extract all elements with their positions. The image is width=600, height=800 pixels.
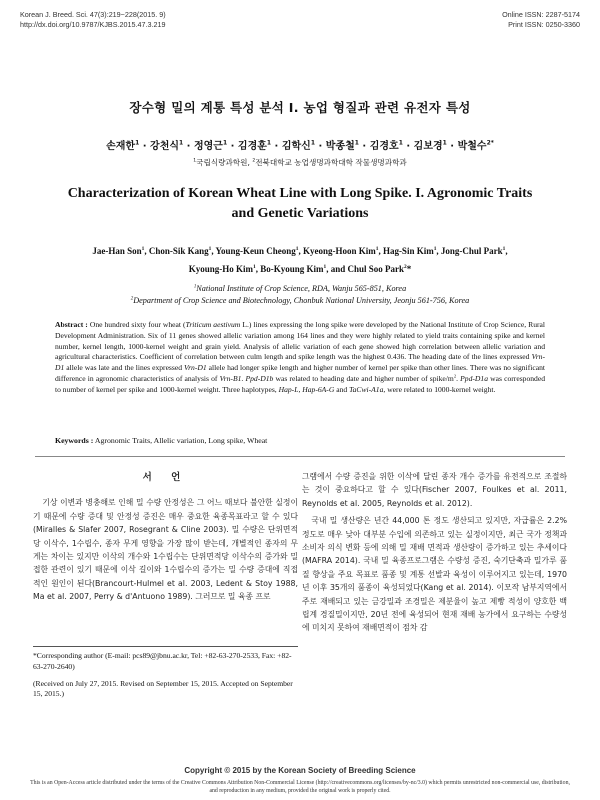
author-name: 박철수 — [457, 141, 487, 152]
author-affil-mark: 1 — [295, 246, 299, 252]
author-name: 손재한 — [106, 141, 136, 152]
issn-info — [502, 10, 580, 31]
author-name: Hag-Sin Kim — [382, 246, 434, 256]
author-affil-mark: 1 — [179, 139, 184, 147]
body-paragraph: 국내 밀 생산량은 년간 44,000 톤 정도 생산되고 있지만, 자급률은 2.2% 정도로 매우 낮아 대부분 수입에 의존하고 있는 실정이지만, 최근 국가 정책과 소비자 의식 변화 등에 의해 밀 재배 면적과 생산량이 증가하고 있는 추세이다(MAFRA 2014). 국내 밀 육종프로그램은 수량성 증진, 숙기단축과 밀가루 품질 향상을 주요 목표로 품종 및 계통 선발과 육성이 이루어지고 있는데, 1970년 이후 35개의 품종이 육성되었다(Kang et al. 2014). 이모작 남부지역에서 주로 재배되고 있는 금강밀과 조경밀은 제분율이 높고 제빵 적성이 양호한 백립계 경질밀이지만, 20년 전에 육성되어 현재 재배 농가에서 요구하는 수량성에 미치지 못하여 재배면적이 점차 감 — [302, 516, 567, 633]
author-name: Young-Keun Cheong — [215, 246, 296, 256]
english-title-line2: and Genetic Variations — [231, 205, 369, 221]
english-authors — [40, 242, 560, 279]
author-name: 강천식 — [150, 141, 180, 152]
author-affil-mark: 1 — [375, 246, 379, 252]
author-name: 정영근 — [193, 141, 223, 152]
author-name: 김보경 — [413, 141, 443, 152]
english-affiliations: $^1$National Institute of Crop Science, RDA, Wanju 565-851, Korea $^2$Department of Crop Science and Biotechnology, Chonbuk National University, Jeonju 561-756, Korea — [130, 284, 470, 306]
author-name: Kyeong-Hoon Kim — [302, 246, 376, 256]
author-name: Bo-Kyoung Kim — [260, 264, 324, 275]
author-affil-mark: 1 — [141, 246, 145, 252]
body-paragraph: 기상 이변과 병충해로 인해 밀 수량 안정성은 그 어느 때보다 불안한 실정이기 때문에 수량 증대 및 안정성 증진은 매우 중요한 육종목표라고 할 수 있다(Miralles & Slafer 2007, Rosegrant & Cline 2003). 밀 수량은 단위면적당 이삭수, 1수립수, 종자 무게 영향을 가장 많이 받는데, 개별적인 종자의 무게는 차이는 있지만 이삭의 개수와 1수립수는 단위면적당 이삭수의 증가와 밀접한 관련이 있기 때문에 이삭 길이와 1수립수의 증가는 밀 수량 증대에 직접적인 원인이 된다(Brancourt-Hulmel et al. 2003, Ledent & Stoy 1988, Ma et al. 2007, Perry & d'Antuono 1989). 그러므로 밀 육종 프로 — [33, 498, 298, 602]
author-affil-mark: 1 — [135, 139, 140, 147]
abstract-label: Abstract : — [55, 320, 88, 329]
author-affil-mark: 1 — [398, 139, 403, 147]
body-column-left — [33, 470, 298, 604]
author-affil-mark: 1 — [502, 246, 506, 252]
english-authors-line1: Jae-Han Son$^1$, Chon-Sik Kang$^1$, Young-Keun Cheong$^1$, Kyeong-Hoon Kim$^1$, Hag-Sin Kim$^1$, Jong-Chul Park$^1$, — [92, 246, 508, 256]
section-title: 서 언 — [142, 472, 189, 483]
author-affil-mark: 1 — [310, 139, 316, 147]
author-name: Jae-Han Son — [92, 246, 142, 256]
korean-affiliations: $^1$국립식량과학원, $^2$전북대학교 농업생명과학대학 작물생명과학과 — [193, 158, 407, 167]
author-name: Jong-Chul Park — [440, 246, 503, 256]
footnote-rule — [33, 646, 298, 647]
english-affil-2: Department of Crop Science and Biotechnology, Chonbuk National University, Jeonju 561-756, Korea — [133, 296, 470, 306]
english-authors-line2: Kyoung-Ho Kim$^1$, Bo-Kyoung Kim$^1$, and Chul Soo Park$^2$* — [188, 264, 412, 275]
keywords-label: Keywords : — [55, 436, 94, 445]
corresponding-author: *Corresponding author (E-mail: pcs89@jbnu.ac.kr, Tel: +82-63-270-2533, Fax: +82-63-270-2640) — [33, 651, 292, 671]
author-name: 김경훈 — [237, 141, 267, 152]
online-issn: Online ISSN: 2287-5174 — [502, 10, 580, 19]
keywords-text: Agronomic Traits, Allelic variation, Long spike, Wheat — [94, 436, 268, 445]
doi-link[interactable]: http://dx.doi.org/10.9787/KJBS.2015.47.3.219 — [20, 20, 166, 30]
author-affil-mark: 1 — [433, 246, 437, 252]
korean-title: 장수형 밀의 계통 특성 분석 I. 농업 형질과 관련 유전자 특성 — [129, 100, 471, 115]
author-name: and Chul Soo Park — [330, 264, 404, 275]
author-name: Chon-Sik Kang — [148, 246, 209, 256]
english-title-line1: Characterization of Korean Wheat Line with Long Spike. I. Agronomic Traits — [67, 186, 533, 201]
journal-citation — [20, 10, 166, 31]
author-name: 김경호 — [369, 141, 399, 152]
author-affil-mark: 1 — [208, 246, 212, 252]
author-affil-mark: 1 — [266, 139, 272, 147]
korean-affil-2: 전북대학교 농업생명과학대학 작물생명과학과 — [255, 158, 407, 167]
author-name: Kyoung-Ho Kim — [188, 264, 254, 275]
english-affil-1: National Institute of Crop Science, RDA, Wanju 565-851, Korea — [196, 284, 407, 293]
author-name: 김학신 — [281, 141, 311, 152]
author-affil-mark: 2* — [486, 139, 494, 147]
author-affil-mark: 1 — [222, 139, 228, 147]
body-column-right — [302, 470, 567, 635]
keywords — [55, 436, 545, 445]
license-text: This is an Open-Access article distributed under the terms of the Creative Commons Attribution Non-Commercial License (http://creativecommons.org/licenses/by-nc/3.0) which permits unrestricted non-commercial use, distribution, and reproduction in any medium, provided the original work is properly cited. — [30, 780, 570, 794]
body-paragraph: 그램에서 수량 증진을 위한 이삭에 달린 종자 개수 증가를 유전적으로 조절하는 것이 중요하다고 할 수 있다(Fischer 2007, Foulkes et al. 2011, Reynolds et al. 2005, Reynolds et al. 2012). — [302, 472, 567, 508]
received-dates: (Received on July 27, 2015. Revised on September 15, 2015. Accepted on September 15, 2015.) — [33, 678, 293, 699]
author-affil-mark: 1 — [354, 139, 359, 147]
footnote — [33, 646, 298, 700]
abstract: Abstract : One hundred sixty four wheat (Triticum aestivum L.) lines expressing the long spike were developed by the National Institute of Crop Science, Rural Development Administration. Six of 11 genes showed allelic variation among 164 lines and they were highly related to yield traits containing spike and kernel number, kernel length, 1000-kernel weight and grain yield. Analysis of allelic variation of each gene showed high correlation between allelic variation and agricultural characteristics. Coefficient of correlation between culm length and spike length was the highest 0.436. The heading date of the lines expressed Vrn-D1 allele was late and the lines expressed Vrn-D1 allele had longer spike length and higher number of kernel per spike than other lines. There was no significant difference in agronomic characteristics of analysis of Vrn-B1. Ppd-D1b was related to heading date and higher number of spike/$m^2$. Ppd-D1a was corresponded to number of kernel per spike and 1000-kernel weight. Three haplotypes, Hap-L, Hap-6A-G and TaCwi-A1a, were related to 1000-kernel weight. — [55, 320, 546, 394]
korean-authors: 손재한$^1$ · 강천식$^1$ · 정영근$^1$ · 김경훈$^1$ · 김학신$^1$ · 박종철$^1$ · 김경호$^1$ · 김보경$^1$ · 박철수$^{2*}$ — [106, 139, 494, 152]
copyright: Copyright © 2015 by the Korean Society of Breeding Science — [184, 766, 416, 775]
print-issn: Print ISSN: 0250-3360 — [508, 20, 580, 30]
journal-info: Korean J. Breed. Sci. 47(3):219~228(2015. 9) — [20, 10, 166, 19]
section-divider — [35, 456, 565, 457]
korean-affil-1: 국립식량과학원, — [196, 158, 250, 167]
author-affil-mark: 1 — [442, 139, 447, 147]
english-title — [60, 184, 540, 223]
author-name: 박종철 — [325, 141, 355, 152]
